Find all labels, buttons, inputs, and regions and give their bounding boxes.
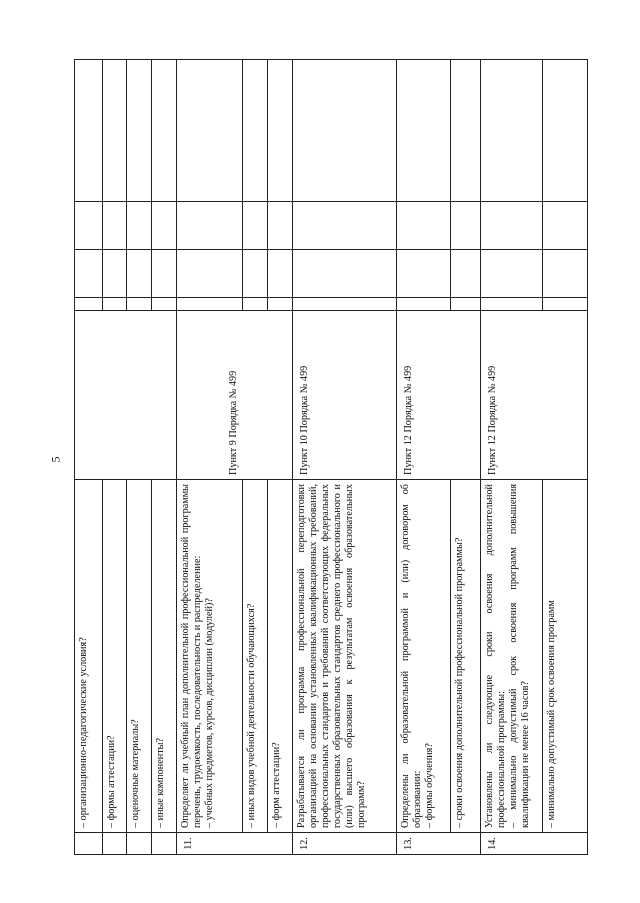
- check-cell: [481, 202, 543, 250]
- check-cell: [75, 250, 103, 298]
- question-line: Определяет ли учебный план дополнительной профессиональной программы перечень, трудоемкость, последовательность и распределение:: [180, 484, 204, 828]
- question-line: – формы обучения?: [424, 743, 436, 828]
- check-cell: [481, 250, 543, 298]
- check-cell: [177, 202, 243, 250]
- notes-cell: [152, 60, 177, 202]
- check-cell: [127, 298, 152, 311]
- question-line: – минимально допустимый срок освоения программ повышения квалификации не менее 16 часов?: [508, 484, 532, 828]
- notes-cell: [543, 60, 588, 202]
- question-line: – сроки освоения дополнительной профессиональной программы?: [454, 537, 465, 828]
- notes-cell: [481, 60, 543, 202]
- question-line: – форм аттестации?: [271, 742, 282, 828]
- question-cell: [75, 480, 103, 833]
- question-cell: [397, 480, 451, 833]
- page-number: 5: [48, 456, 63, 463]
- check-cell: [103, 298, 127, 311]
- question-line: Установлены ли следующие сроки освоения дополнительной профессиональной программы:: [484, 484, 508, 828]
- check-cell: [152, 250, 177, 298]
- question-cell: [177, 480, 243, 833]
- question-line: – учебных предметов, курсов, дисциплин (модулей)?: [204, 598, 216, 828]
- check-cell: [75, 202, 103, 250]
- rotated-table-wrapper: [74, 60, 587, 855]
- question-cell: [268, 480, 293, 833]
- row-number: [152, 833, 177, 855]
- notes-cell: [75, 60, 103, 202]
- reference-cell: Пункт 12 Порядка № 499: [481, 311, 588, 480]
- question-line: – иные компоненты?: [155, 737, 166, 828]
- question-line: Разрабатывается ли программа профессиональной переподготовки организацией на основании установленных квалификационных требований, профессиональных стандартов и требований соответствующих федеральных государственных образовательных стандартов среднего профессионального и (или) высшего образования к результатам освоения образовательных программ?: [296, 484, 368, 828]
- notes-cell: [103, 60, 127, 202]
- table-row: [481, 60, 543, 855]
- check-cell: [268, 298, 293, 311]
- check-cell: [397, 298, 451, 311]
- check-cell: [152, 202, 177, 250]
- question-cell: [152, 480, 177, 833]
- question-line: – минимально допустимый срок освоения программ: [546, 600, 557, 828]
- check-cell: [451, 202, 481, 250]
- notes-cell: [397, 60, 451, 202]
- row-number: 13.: [397, 833, 481, 855]
- table-row: [75, 60, 103, 855]
- row-number: [103, 833, 127, 855]
- check-cell: [177, 298, 243, 311]
- notes-cell: [127, 60, 152, 202]
- check-cell: [451, 298, 481, 311]
- question-line: – иных видов учебной деятельности обучающихся?: [246, 603, 257, 828]
- question-line: – оценочные материалы?: [130, 719, 141, 828]
- reference-cell: Пункт 9 Порядка № 499: [177, 311, 293, 480]
- question-cell: [293, 480, 397, 833]
- check-cell: [293, 298, 397, 311]
- question-cell: [543, 480, 588, 833]
- check-cell: [293, 250, 397, 298]
- row-number: 14.: [481, 833, 588, 855]
- check-cell: [243, 202, 268, 250]
- reference-cell: [75, 311, 177, 480]
- check-cell: [543, 250, 588, 298]
- notes-cell: [293, 60, 397, 202]
- row-number: [127, 833, 152, 855]
- question-line: Определены ли образовательной программой и (или) договором об образовании:: [400, 484, 424, 828]
- notes-cell: [177, 60, 243, 202]
- question-cell: [127, 480, 152, 833]
- check-cell: [177, 250, 243, 298]
- check-cell: [103, 202, 127, 250]
- question-cell: [481, 480, 543, 833]
- check-cell: [268, 202, 293, 250]
- table-row: [397, 60, 451, 855]
- question-cell: [451, 480, 481, 833]
- check-cell: [397, 250, 451, 298]
- check-cell: [481, 298, 543, 311]
- check-cell: [543, 298, 588, 311]
- notes-cell: [268, 60, 293, 202]
- check-cell: [127, 250, 152, 298]
- question-cell: [103, 480, 127, 833]
- question-line: – формы аттестации?: [106, 735, 117, 828]
- check-cell: [293, 202, 397, 250]
- notes-cell: [243, 60, 268, 202]
- check-cell: [243, 250, 268, 298]
- row-number: [75, 833, 103, 855]
- check-cell: [397, 202, 451, 250]
- checklist-table: [74, 59, 588, 855]
- check-cell: [152, 298, 177, 311]
- check-cell: [75, 298, 103, 311]
- check-cell: [243, 298, 268, 311]
- notes-cell: [451, 60, 481, 202]
- check-cell: [543, 202, 588, 250]
- question-line: – организационно-педагогические условия?: [78, 637, 89, 828]
- check-cell: [451, 250, 481, 298]
- table-row: [293, 60, 397, 855]
- check-cell: [103, 250, 127, 298]
- row-number: 11.: [177, 833, 293, 855]
- reference-cell: Пункт 12 Порядка № 499: [397, 311, 481, 480]
- row-number: 12.: [293, 833, 397, 855]
- table-row: [177, 60, 243, 855]
- check-cell: [127, 202, 152, 250]
- reference-cell: Пункт 10 Порядка № 499: [293, 311, 397, 480]
- question-cell: [243, 480, 268, 833]
- check-cell: [268, 250, 293, 298]
